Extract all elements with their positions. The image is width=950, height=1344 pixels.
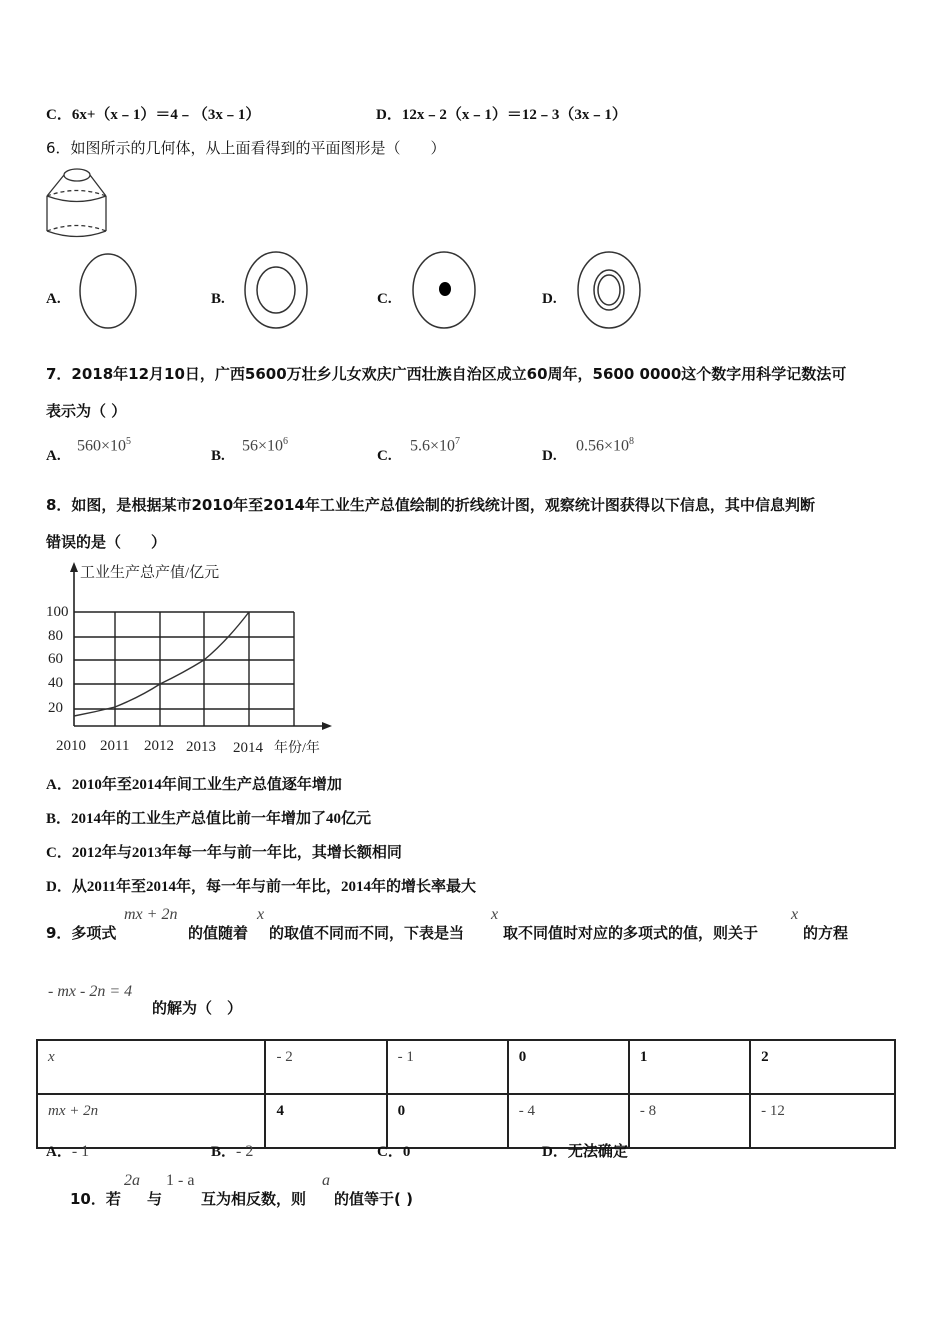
table-cell: x bbox=[37, 1040, 265, 1094]
table-cell: 4 bbox=[265, 1094, 386, 1148]
option-text: 12x﹣2（x﹣1）＝12﹣3（3x﹣1） bbox=[401, 107, 627, 123]
q9-option-c: C．0 bbox=[377, 1144, 411, 1160]
q7-option-b-value: $56\times 10^6$ bbox=[242, 436, 289, 455]
q9-equation: - mx - 2n = 4 bbox=[48, 983, 133, 1000]
q9-stem-f: 的解为（ ） bbox=[152, 999, 243, 1017]
q7-option-b-label: B. bbox=[211, 448, 225, 464]
industrial-output-line-chart bbox=[40, 560, 335, 758]
svg-text:60: 60 bbox=[48, 651, 63, 667]
q5-option-c bbox=[46, 103, 260, 124]
q10-expr-1-minus-a: 1 - a bbox=[166, 1172, 195, 1189]
q9-var-x-3: x bbox=[791, 906, 799, 923]
circle-with-dot-figure-c bbox=[402, 250, 486, 330]
table-row bbox=[37, 1040, 895, 1094]
q10-mid1: 与 bbox=[147, 1190, 163, 1208]
table-cell: - 2 bbox=[265, 1040, 386, 1094]
q8-option-a: A．2010年至2014年间工业生产总值逐年增加 bbox=[46, 777, 342, 793]
q8-option-d: D．从2011年至2014年，每一年与前一年比，2014年的增长率最大 bbox=[46, 879, 477, 895]
solid-figure-frustum-cylinder bbox=[42, 163, 112, 243]
q7-option-c-label: C. bbox=[377, 448, 392, 464]
q7-option-c-value: $5.6\times 10^7$ bbox=[410, 436, 461, 455]
svg-text:40: 40 bbox=[48, 675, 63, 691]
q9-stem-c: 的取值不同而不同，下表是当 bbox=[269, 924, 465, 942]
circle-figure-a bbox=[66, 252, 150, 330]
q5-option-d bbox=[376, 103, 627, 124]
q9-option-d: D．无法确定 bbox=[542, 1144, 628, 1160]
q7-option-d-value: $0.56\times 10^8$ bbox=[576, 436, 635, 455]
q7-option-a-label: A. bbox=[46, 448, 61, 464]
q8-stem-line1: 8．如图，是根据某市2010年至2014年工业生产总值绘制的折线统计图，观察统计图获得以下信息，其中信息判断 bbox=[46, 496, 815, 514]
q9-var-x-2: x bbox=[491, 906, 499, 923]
table-cell: 0 bbox=[508, 1040, 629, 1094]
concentric-circles-figure-b bbox=[234, 250, 318, 330]
table-cell: - 12 bbox=[750, 1094, 895, 1148]
q6-option-d-label: D. bbox=[542, 291, 557, 307]
x-axis-label: 年份/年 bbox=[274, 741, 320, 756]
q8-stem-line2: 错误的是（ ） bbox=[46, 533, 167, 551]
option-label: C． bbox=[46, 107, 72, 123]
q9-stem-e: 的方程 bbox=[803, 924, 849, 942]
q6-stem: 6．如图所示的几何体，从上面看得到的平面图形是（ ） bbox=[46, 139, 446, 157]
q8-option-b: B．2014年的工业生产总值比前一年增加了40亿元 bbox=[46, 811, 372, 827]
svg-text:2014: 2014 bbox=[233, 740, 263, 756]
triple-concentric-circles-figure-d bbox=[567, 250, 651, 330]
q10-end: 的值等于( ) bbox=[334, 1190, 413, 1208]
table-cell: mx + 2n bbox=[37, 1094, 265, 1148]
option-text: 6x+（x﹣1）＝4﹣（3x﹣1） bbox=[71, 107, 261, 123]
q9-stem-d: 取不同值时对应的多项式的值，则关于 bbox=[503, 924, 759, 942]
svg-text:2012: 2012 bbox=[144, 738, 174, 754]
table-cell: 1 bbox=[629, 1040, 750, 1094]
option-label: D． bbox=[376, 107, 402, 123]
svg-text:2013: 2013 bbox=[186, 739, 216, 755]
table-row bbox=[37, 1094, 895, 1148]
q10-num: 10．若 bbox=[70, 1190, 121, 1208]
svg-text:2011: 2011 bbox=[100, 738, 130, 754]
svg-text:100: 100 bbox=[46, 604, 69, 620]
table-cell: 0 bbox=[387, 1094, 508, 1148]
q10-var-a: a bbox=[322, 1172, 330, 1189]
q7-option-d-label: D. bbox=[542, 448, 557, 464]
q9-stem-a: 9．多项式 bbox=[46, 924, 117, 942]
q7-option-a-value: $560\times 10^5$ bbox=[77, 436, 132, 455]
q9-stem-b: 的值随着 bbox=[188, 924, 249, 942]
q9-value-table bbox=[36, 1039, 896, 1149]
q8-option-c: C．2012年与2013年每一年与前一年比，其增长额相同 bbox=[46, 845, 402, 861]
q6-option-c-label: C. bbox=[377, 291, 392, 307]
q9-expr-polynomial: mx + 2n bbox=[124, 906, 178, 923]
table-cell: - 1 bbox=[387, 1040, 508, 1094]
q9-option-a: A．- 1 bbox=[46, 1143, 90, 1160]
svg-text:2010: 2010 bbox=[56, 738, 86, 754]
y-axis-label: 工业生产总产值/亿元 bbox=[80, 565, 220, 581]
svg-text:20: 20 bbox=[48, 700, 63, 716]
q10-mid2: 互为相反数，则 bbox=[201, 1190, 307, 1208]
svg-text:80: 80 bbox=[48, 628, 63, 644]
table-cell: - 4 bbox=[508, 1094, 629, 1148]
table-cell: - 8 bbox=[629, 1094, 750, 1148]
table-cell: 2 bbox=[750, 1040, 895, 1094]
q9-option-b: B．- 2 bbox=[211, 1143, 254, 1160]
q7-stem-line2: 表示为（ ） bbox=[46, 402, 127, 420]
q6-option-a-label: A. bbox=[46, 291, 61, 307]
q10-expr-2a: 2a bbox=[124, 1172, 140, 1189]
q6-option-b-label: B. bbox=[211, 291, 225, 307]
q7-stem-line1: 7．2018年12月10日，广西5600万壮乡儿女欢庆广西壮族自治区成立60周年，5600 0000这个数字用科学记数法可 bbox=[46, 365, 847, 383]
q9-var-x-1: x bbox=[257, 906, 265, 923]
